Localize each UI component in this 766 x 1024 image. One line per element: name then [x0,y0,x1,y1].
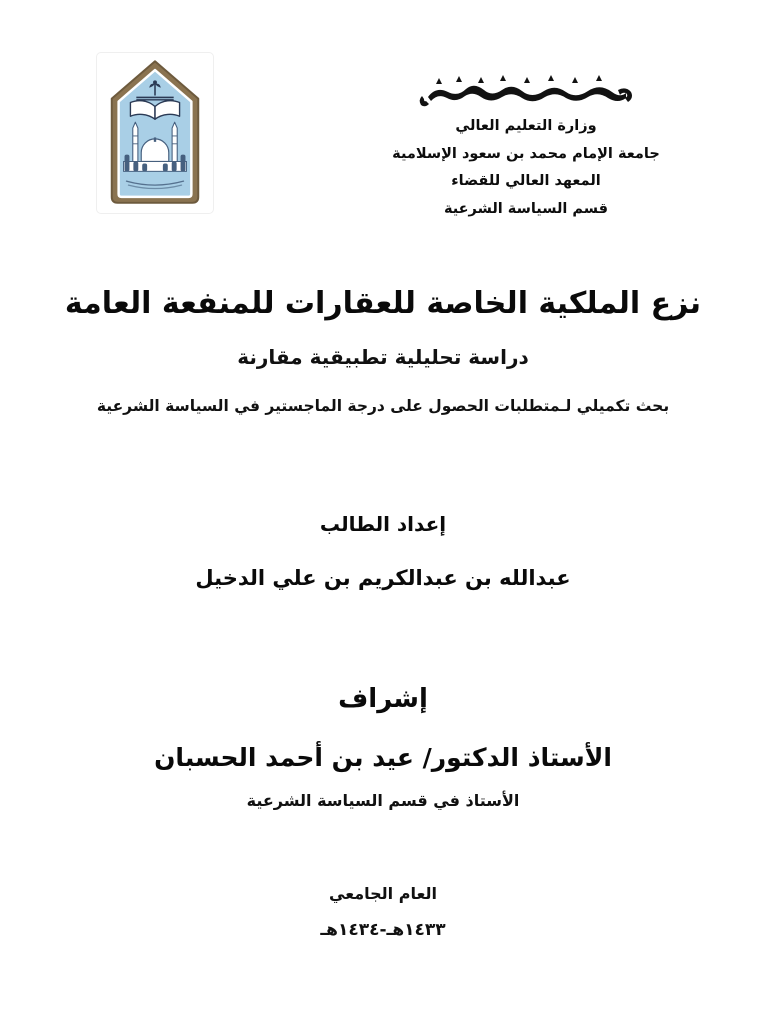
academic-year-label: العام الجامعي [329,884,437,903]
title-block [0,286,766,415]
university-logo [96,52,214,214]
academic-year-value: ١٤٣٣هـ-١٤٣٤هـ [320,920,446,941]
supervisor-position: الأستاذ في قسم السياسة الشرعية [246,791,520,811]
page-subtitle: دراسة تحليلية تطبيقية مقارنة [237,344,529,369]
university-logo-svg [97,53,213,213]
supervisor-block [0,684,766,810]
student-name: عبدالله بن عبدالكريم بن علي الدخيل [195,566,571,590]
kingdom-calligraphy-icon [412,72,640,110]
header-block [372,72,680,216]
supervisor-name: الأستاذ الدكتور/ عيد بن أحمد الحسبان [154,743,612,773]
header-institute: المعهد العالي للقضاء [451,173,601,189]
student-block [0,512,766,591]
page-title: نزع الملكية الخاصة للعقارات للمنفعة العامة [64,286,702,321]
header-ministry: وزارة التعليم العالي [455,118,597,134]
student-label: إعداد الطالب [319,512,447,536]
academic-year-block [0,884,766,941]
supervisor-label: إشراف [338,684,428,714]
degree-statement: بحث تكميلي لـمتطلبات الحصول على درجة الماجستير في السياسة الشرعية [96,396,670,415]
header-university: جامعة الإمام محمد بن سعود الإسلامية [392,145,660,162]
header-department: قسم السياسة الشرعية [443,200,609,217]
